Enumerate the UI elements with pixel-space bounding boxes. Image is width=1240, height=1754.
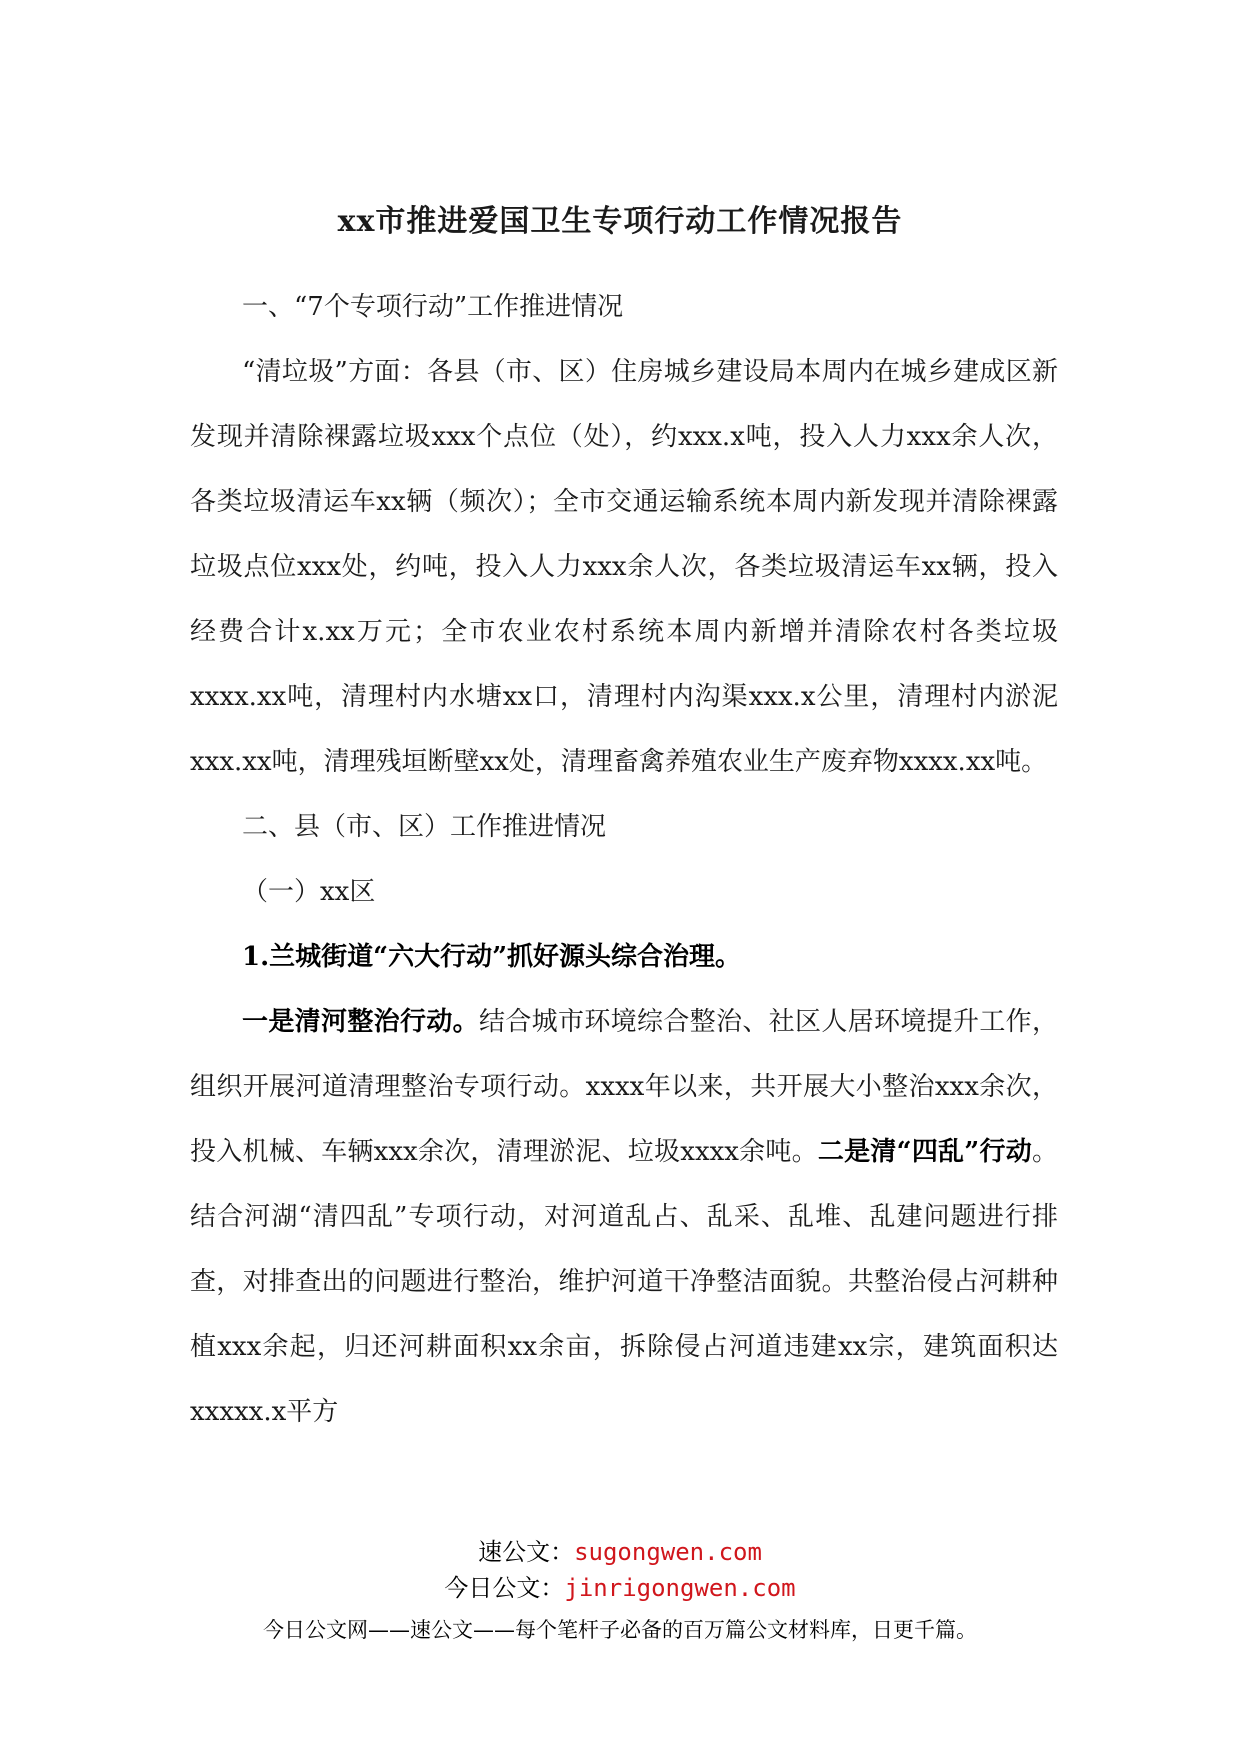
item1-bold-lead-1: 一是清河整治行动。	[242, 1007, 479, 1037]
footer-watermark	[0, 1534, 1240, 1648]
footer-line-jinrigongwen	[0, 1570, 1240, 1606]
footer-link-jinrigongwen[interactable]: jinrigongwen.com	[564, 1574, 796, 1602]
document-title: xx市推进爱国卫生专项行动工作情况报告	[337, 204, 903, 239]
item1-heading: 1.兰城街道“六大行动”抓好源头综合治理。	[242, 942, 742, 972]
item1-text-1: 结合城市环境综合整治、社区人居环境提升工作，组织开展河道清理整治专项行动。xxxx年以来，共开展大小整治xxx余次，投入机械、车辆xxx余次，清理淤泥、垃圾xxxx余吨。	[190, 1007, 1058, 1167]
item1-bold-lead-2: 二是清“四乱”行动	[817, 1137, 1032, 1167]
section1-paragraph: “清垃圾”方面：各县（市、区）住房城乡建设局本周内在城乡建成区新发现并清除裸露垃圾xxx个点位（处），约xxx.x吨，投入人力xxx余人次，各类垃圾清运车xx辆（频次）；全市交通运输系统本周内新发现并清除裸露垃圾点位xxx处，约吨，投入人力xxx余人次，各类垃圾清运车xx辆，投入经费合计x.xx万元；全市农业农村系统本周内新增并清除农村各类垃圾xxxx.xx吨，清理村内水塘xx口，清理村内沟渠xxx.x公里，清理村内淤泥xxx.xx吨，清理残垣断壁xx处，清理畜禽养殖农业生产废弃物xxxx.xx吨。	[190, 357, 1058, 777]
section1-heading: 一、“7个专项行动”工作推进情况	[242, 292, 624, 322]
footer-slogan: 今日公文网——速公文——每个笔杆子必备的百万篇公文材料库，日更千篇。	[263, 1618, 977, 1642]
footer-link-sugongwen[interactable]: sugongwen.com	[574, 1538, 762, 1566]
footer-label-sugongwen: 速公文：	[478, 1538, 575, 1566]
footer-line-sugongwen	[0, 1534, 1240, 1570]
item1-text-2: 。结合河湖“清四乱”专项行动，对河道乱占、乱采、乱堆、乱建问题进行排查，对排查出的问题进行整治，维护河道干净整洁面貌。共整治侵占河耕种植xxx余起，归还河耕面积xx余亩，拆除侵占河道违建xx宗，建筑面积达xxxxx.x平方	[190, 1137, 1058, 1427]
document-body	[190, 275, 1058, 1445]
footer-label-jinrigongwen: 今日公文：	[444, 1574, 565, 1602]
subsection1-heading: （一）xx区	[242, 877, 376, 907]
item1-paragraph	[190, 990, 1058, 1445]
section2-heading: 二、县（市、区）工作推进情况	[242, 812, 607, 842]
